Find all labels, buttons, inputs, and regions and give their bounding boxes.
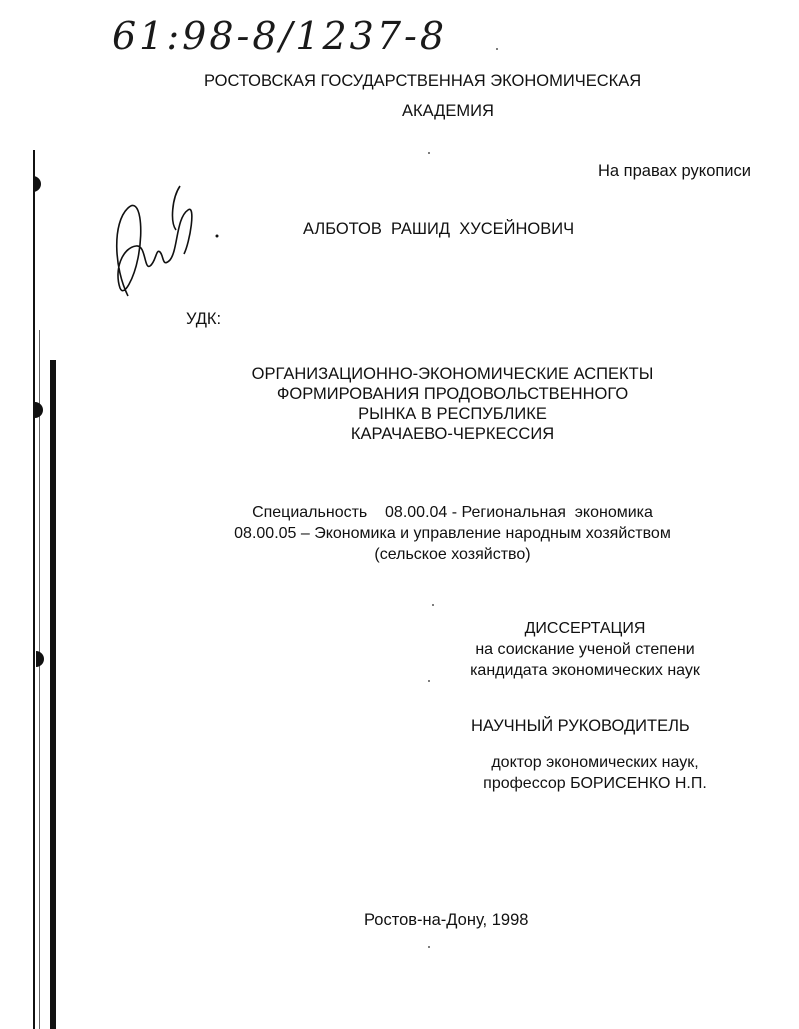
- scan-edge-line: [33, 150, 35, 1029]
- institution-line-1: РОСТОВСКАЯ ГОСУДАРСТВЕННАЯ ЭКОНОМИЧЕСКАЯ: [204, 72, 642, 90]
- institution-line-2: АКАДЕМИЯ: [402, 102, 494, 120]
- signature-icon: [100, 178, 225, 308]
- scan-speck: [428, 946, 430, 948]
- supervisor-block: [460, 752, 730, 794]
- dissertation-line: кандидата экономических наук: [470, 662, 700, 679]
- scan-speck: [496, 48, 498, 50]
- dissertation-block: [430, 618, 740, 681]
- scan-speck: [432, 604, 434, 606]
- specialty-line: (сельское хозяйство): [374, 546, 531, 563]
- supervisor-line: профессор БОРИСЕНКО Н.П.: [483, 775, 707, 792]
- title-line: КАРАЧАЕВО-ЧЕРКЕССИЯ: [350, 425, 555, 443]
- scan-speck: [428, 680, 430, 682]
- author-name: АЛБОТОВ РАШИД ХУСЕЙНОВИЧ: [303, 220, 575, 238]
- archive-number: 61:98-8/1237-8: [112, 14, 448, 58]
- rights-note: На правах рукописи: [598, 162, 751, 180]
- dissertation-line: на соискание ученой степени: [475, 641, 695, 658]
- specialty-block: [180, 502, 725, 565]
- specialty-line: Специальность 08.00.04 - Региональная экономика: [252, 504, 653, 521]
- scan-speck: [428, 152, 430, 154]
- title-line: ОРГАНИЗАЦИОННО-ЭКОНОМИЧЕСКИЕ АСПЕКТЫ: [251, 365, 654, 383]
- supervisor-line: доктор экономических наук,: [491, 754, 699, 771]
- title-line: РЫНКА В РЕСПУБЛИКЕ: [358, 405, 547, 423]
- scan-notch: [35, 402, 43, 418]
- dissertation-title: [180, 364, 725, 444]
- scan-notch: [33, 176, 41, 192]
- supervisor-heading: НАУЧНЫЙ РУКОВОДИТЕЛЬ: [471, 717, 690, 735]
- title-line: ФОРМИРОВАНИЯ ПРОДОВОЛЬСТВЕННОГО: [276, 385, 629, 403]
- dissertation-heading: ДИССЕРТАЦИЯ: [524, 620, 646, 637]
- scan-edge-shadow: [50, 360, 56, 1029]
- scan-edge-line-inner: [39, 330, 40, 1029]
- specialty-line: 08.00.05 – Экономика и управление народным хозяйством: [234, 525, 671, 542]
- udk-label: УДК:: [186, 310, 222, 328]
- scan-notch: [36, 651, 44, 667]
- place-year: Ростов-на-Дону, 1998: [364, 911, 529, 929]
